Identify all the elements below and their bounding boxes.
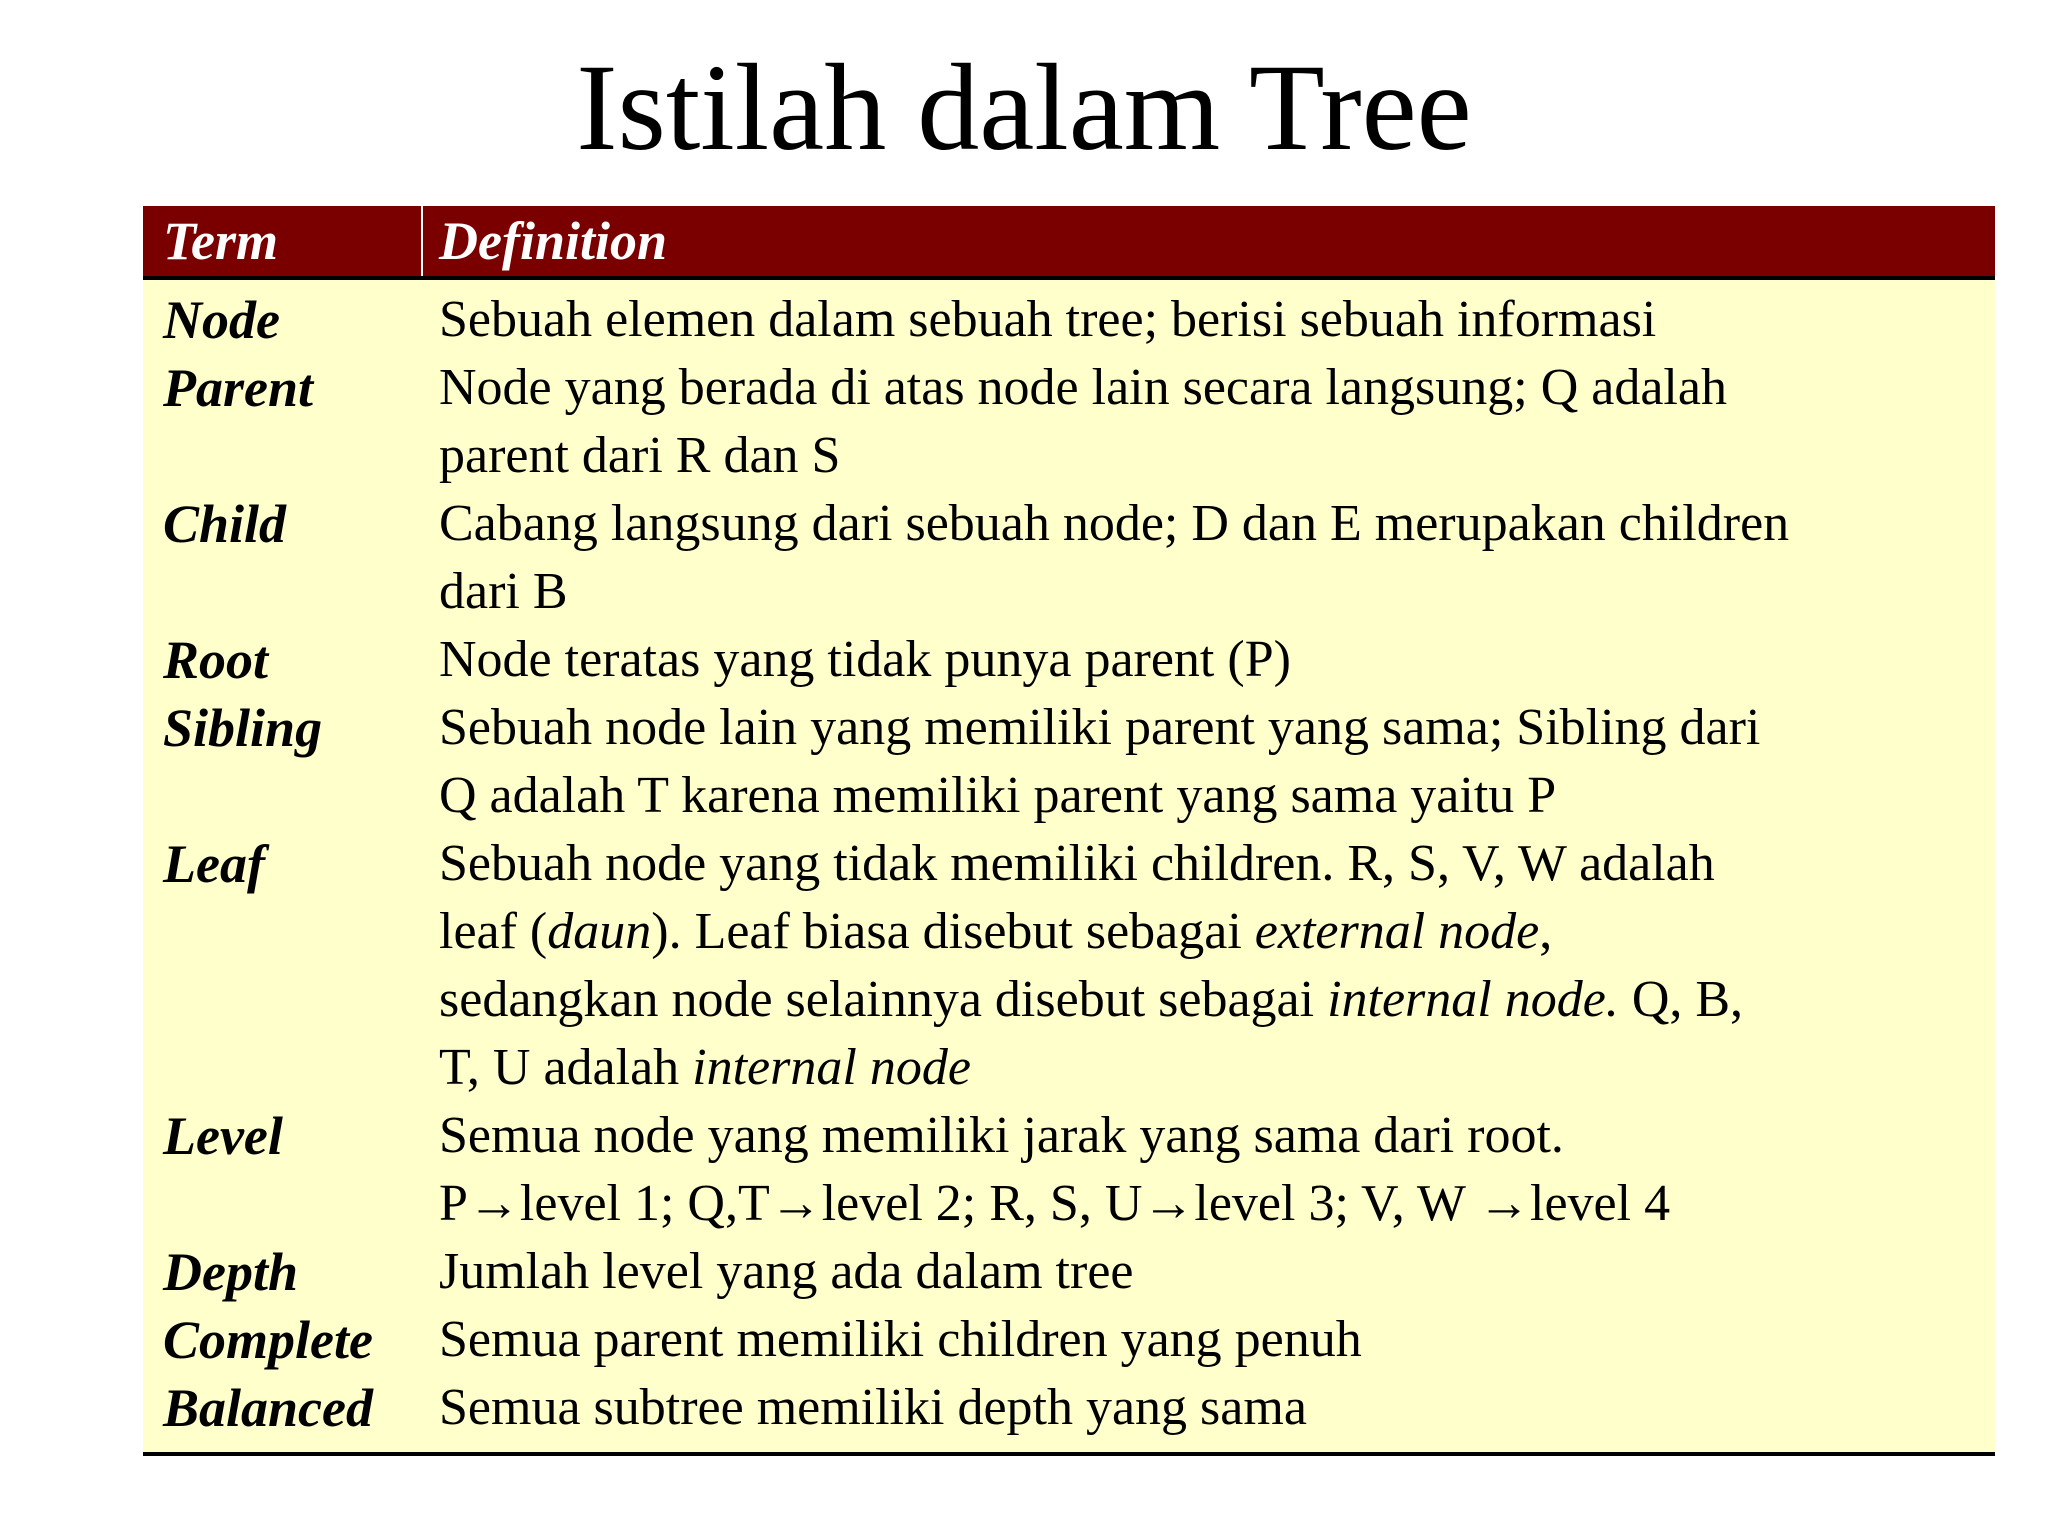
definition-line — [439, 626, 1995, 694]
definition-line — [439, 1374, 1995, 1442]
term-cell: Complete — [163, 1310, 373, 1370]
term-cell: Balanced — [163, 1378, 373, 1438]
table-row — [143, 490, 1995, 626]
definition-line — [439, 694, 1995, 762]
header-definition: Definition — [439, 211, 668, 271]
slide-title: Istilah dalam Tree — [576, 39, 1472, 176]
definition-line — [439, 422, 1995, 490]
definition-cell — [423, 626, 1995, 694]
definition-line — [439, 1306, 1995, 1374]
definition-line — [439, 830, 1995, 898]
definition-text: Sebuah elemen dalam sebuah tree; berisi sebuah informasi — [439, 291, 1657, 348]
definition-line — [439, 490, 1995, 558]
table-row — [143, 694, 1995, 830]
definition-text: parent dari R dan S — [439, 427, 841, 484]
definition-text: Cabang langsung dari sebuah node; D dan E merupakan children — [439, 495, 1790, 552]
definition-text: dari B — [439, 563, 568, 620]
definition-text: Node teratas yang tidak punya parent (P) — [439, 631, 1291, 688]
definition-line — [439, 1034, 1995, 1102]
term-cell: Level — [163, 1106, 283, 1166]
definition-text: leaf ( — [439, 903, 548, 960]
definition-cell — [423, 694, 1995, 830]
definition-text: sedangkan node selainnya disebut sebagai — [439, 971, 1328, 1028]
table-row — [143, 1306, 1995, 1374]
definition-line — [439, 762, 1995, 830]
definition-cell — [423, 1374, 1995, 1442]
definition-line — [439, 286, 1995, 354]
term-cell: Sibling — [163, 698, 323, 758]
definition-line — [439, 1102, 1995, 1170]
definition-emphasis: internal node. — [1327, 971, 1619, 1028]
definition-cell — [423, 830, 1995, 1102]
definition-line — [439, 1238, 1995, 1306]
definition-text: Q adalah T karena memiliki parent yang sama yaitu P — [439, 767, 1557, 824]
definition-text: Semua node yang memiliki jarak yang sama dari root. — [439, 1107, 1564, 1164]
definition-text: Jumlah level yang ada dalam tree — [439, 1243, 1134, 1300]
definition-line — [439, 354, 1995, 422]
table-row — [143, 286, 1995, 354]
definition-line — [439, 1170, 1995, 1238]
definition-cell — [423, 1238, 1995, 1306]
definition-cell — [423, 1102, 1995, 1238]
definition-cell — [423, 490, 1995, 626]
term-cell: Node — [163, 290, 280, 350]
terms-table — [143, 206, 1995, 1456]
table-body — [143, 280, 1995, 1456]
definition-emphasis: external node — [1254, 903, 1540, 960]
definition-text: Q, B, — [1618, 971, 1744, 1028]
definition-text: Semua subtree memiliki depth yang sama — [439, 1379, 1307, 1436]
term-cell: Parent — [163, 358, 314, 418]
definition-emphasis: daun — [547, 903, 652, 960]
definition-cell — [423, 286, 1995, 354]
table-row — [143, 354, 1995, 490]
definition-cell — [423, 1306, 1995, 1374]
table-row — [143, 1102, 1995, 1238]
definition-cell — [423, 354, 1995, 490]
definition-line — [439, 898, 1995, 966]
header-term: Term — [143, 206, 423, 276]
term-cell: Root — [163, 630, 269, 690]
definition-line — [439, 558, 1995, 626]
definition-text: , — [1539, 903, 1553, 960]
definition-text: P→level 1; Q,T→level 2; R, S, U→level 3; V, W →level 4 — [439, 1175, 1671, 1232]
definition-text: Node yang berada di atas node lain secara langsung; Q adalah — [439, 359, 1727, 416]
table-row — [143, 1238, 1995, 1306]
definition-emphasis: internal node — [692, 1039, 971, 1096]
definition-text: Sebuah node lain yang memiliki parent yang sama; Sibling dari — [439, 699, 1761, 756]
definition-line — [439, 966, 1995, 1034]
table-row — [143, 626, 1995, 694]
definition-text: Sebuah node yang tidak memiliki children. R, S, V, W adalah — [439, 835, 1715, 892]
table-row — [143, 830, 1995, 1102]
definition-text: ). Leaf biasa disebut sebagai — [651, 903, 1255, 960]
term-cell: Depth — [163, 1242, 298, 1302]
table-header-row — [143, 206, 1995, 280]
definition-text: Semua parent memiliki children yang penuh — [439, 1311, 1362, 1368]
definition-text: T, U adalah — [439, 1039, 693, 1096]
term-cell: Child — [163, 494, 287, 554]
term-cell: Leaf — [163, 834, 265, 894]
table-row — [143, 1374, 1995, 1442]
